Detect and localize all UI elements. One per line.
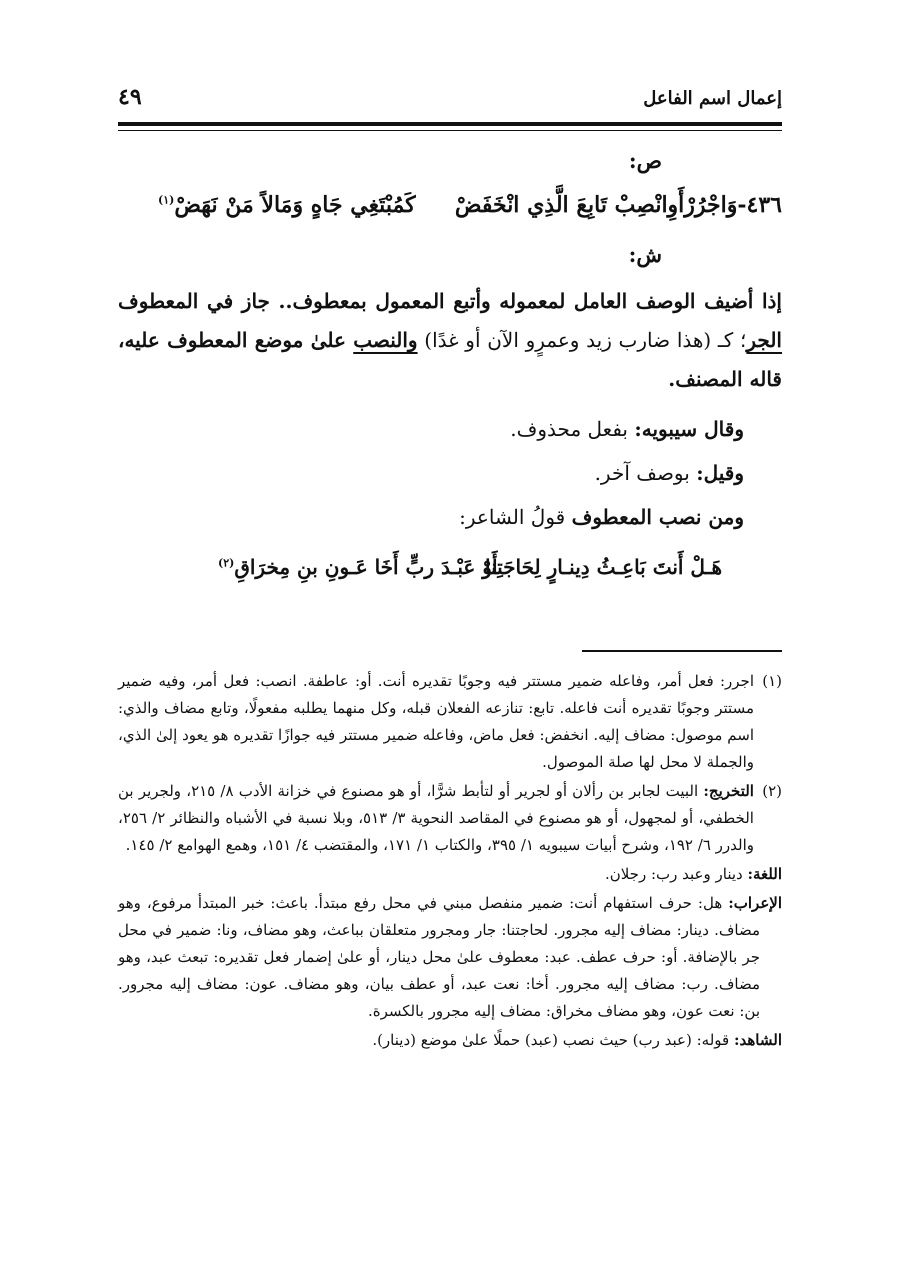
footnote-1: (١)اجرر: فعل أمر، وفاعله ضمير مستتر فيه وجوبًا تقديره أنت. أو: عاطفة. انصب: فعل أمر، وفيه ضمير مستتر وجوبًا تقديره أنت فاعله. تابع: تنازعه الفعلان قبله، وكل منهما يطلبه مفعولًا، وتابع مضاف والذي: اسم موصول: مضاف إليه. انخفض: فعل ماض، وفاعله ضمير مستتر فيه جوازًا تقديره هو يعود إلىٰ الذي، والجملة لا محل لها صلة الموصول. xyxy=(118,672,782,771)
sharh-label: ش: xyxy=(628,242,662,267)
header-rule-thick xyxy=(118,122,782,126)
shahid-note: الشاهد: قوله: (عبد رب) حيث نصب (عبد) حملًا علىٰ موضع (دينار). xyxy=(372,1031,782,1049)
commentary-paragraph: إذا أضيف الوصف العامل لمعموله وأتبع المعمول بمعطوف.. جاز في المعطوف الجر؛ كـ (هذا ضارب زيد وعمرٍو الآن أو غدًا) والنصب علىٰ موضع المعطوف عليه، قاله المصنف. xyxy=(118,289,782,391)
nasb-example-line: ومن نصب المعطوف قولُ الشاعر: xyxy=(459,505,744,529)
page-number: ٤٩ xyxy=(118,84,142,110)
page-header xyxy=(118,84,782,116)
verse-first-hemistich: ٤٣٦-وَاجْرُرْأَوِانْصِبْ تَابِعَ الَّذِي انْخَفَضْ xyxy=(454,192,782,218)
header-rule-thin xyxy=(118,130,782,131)
footnote-ref-1[interactable]: (١) xyxy=(158,193,175,207)
irab-note: الإعراب: هل: حرف استفهام أنت: ضمير منفصل مبني في محل رفع مبتدأ. باعث: خبر المبتدأ مرفوع، وهو مضاف. دينار: مضاف إليه مجرور. لحاجتنا: جار ومجرور متعلقان بباعث، وهو مضاف، ونا: ضمير في محل جر بالإضافة. أو: حرف عطف. عبد: معطوف علىٰ محل دينار، أو علىٰ إضمار فعل تقديره: تبعث عبد، وهو مضاف. رب: مضاف إليه مجرور. أخا: نعت عبد، أو عطف بيان، وهو مضاف. عون: مضاف إليه مجرور. بن: نعت عون، وهو مضاف مخراق: مضاف إليه مجرور بالكسرة. xyxy=(118,894,782,1020)
poem-second-hemistich: أَوْ عَبْـدَ ربٍّ أَخَا عَـونِ بنِ مِخرَاقِ$^{(٢)}$ xyxy=(218,555,498,579)
qila-line: وقيل: بوصف آخر. xyxy=(594,461,744,485)
main-text xyxy=(118,142,782,601)
footnote-separator xyxy=(582,650,782,652)
alfiyya-verse xyxy=(118,184,782,236)
sibawayh-line: وقال سيبويه: بفعل محذوف. xyxy=(510,417,744,441)
verse-number: ٤٣٦- xyxy=(737,192,782,218)
lugha-note: اللغة: دينار وعبد رب: رجلان. xyxy=(604,865,782,883)
running-title: إعمال اسم الفاعل xyxy=(643,88,782,109)
footnote-ref-2[interactable]: (٢) xyxy=(218,556,235,570)
term-nasb: والنصب xyxy=(353,328,418,352)
footnotes xyxy=(118,668,782,1056)
matn-label: ص: xyxy=(628,148,662,173)
book-page xyxy=(118,0,782,1271)
poetry-verse xyxy=(118,545,782,601)
poem-first-hemistich: هَـلْ أَنتَ بَاعِـثُ دِينـارٍ لِحَاجَتِنا xyxy=(484,555,722,579)
term-jarr: الجر xyxy=(746,328,782,352)
verse-second-hemistich: كَمُبْتَغِي جَاهٍ وَمَالاً مَنْ نَهَضْ$^{(١)}$ xyxy=(158,192,416,218)
footnote-2: (٢)التخريج: البيت لجابر بن رألان أو لجرير أو لتأبط شرًّا، أو هو مصنوع في خزانة الأدب ٨/ ٢١٥، ولجرير بن الخطفي، أو لمجهول، أو هو مصنوع في المقاصد النحوية ٣/ ٥١٣، وبلا نسبة في الأشباه والنظائر ٢/ ٢٥٦، والدرر ٦/ ١٩٢، وشرح أبيات سيبويه ١/ ٣٩٥، والكتاب ١/ ١٧١، والمقتضب ٤/ ١٥١، وهمع الهوامع ٢/ ١٤٥. xyxy=(118,782,782,854)
